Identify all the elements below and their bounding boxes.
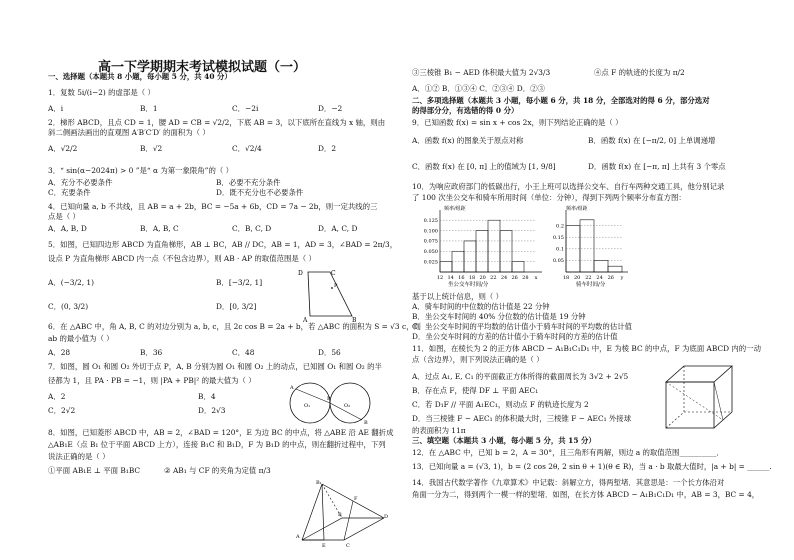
q7-label-o1: O₁ xyxy=(304,403,311,409)
q5-trapezoid-figure xyxy=(296,266,358,324)
q8-statement-4: ④点 F 的轨迹的长度为 π/2 xyxy=(594,68,685,77)
hist1-x-tick: 14 xyxy=(447,275,454,281)
page-title: 高一下学期期末考试模拟试题（一） xyxy=(98,60,307,75)
q3-option-a: A．充分不必要条件 xyxy=(48,178,113,187)
section-2-heading-2: 的得部分分，有选错的得 0 分） xyxy=(412,106,519,115)
hist2-x-tick: y xyxy=(620,275,624,281)
q1-option-b: B．1 xyxy=(140,104,158,113)
q11-text-2: 点（含边界），则下列说法正确的是（ ） xyxy=(412,355,544,364)
q8-label-d: D xyxy=(384,514,389,520)
q11-cube-figure xyxy=(660,362,742,432)
q11-option-d-1: D．当三棱锥 F − AEC₁ 的体积最大时，三棱锥 F − AEC₁ 外接球 xyxy=(412,414,632,423)
q7-circles-figure xyxy=(280,380,394,426)
q10-option-b: B．坐公交车时间的 40% 分位数的估计值是 19 分钟 xyxy=(412,312,586,321)
q4-option-c: C．B, C, D xyxy=(232,224,272,233)
q1-option-a: A．i xyxy=(48,104,64,113)
q7-option-d: D．2√3 xyxy=(198,406,226,415)
hist1-y-tick: 0.075 xyxy=(423,238,438,245)
q8-label-f: F xyxy=(354,496,358,502)
q11-option-d-2: 的表面积为 11π xyxy=(412,426,466,435)
bus-time-histogram xyxy=(414,202,546,288)
q8-label-c: C xyxy=(346,543,350,549)
hist1-x-tick: 16 xyxy=(458,275,465,281)
hist1-x-tick: 24 xyxy=(500,275,508,281)
hist1-x-tick: 26 xyxy=(511,275,518,281)
hist2-ylabel: 频率/组距 xyxy=(566,206,588,212)
q4-option-d: D．A, C, D xyxy=(318,224,358,233)
q3-option-b: B．必要不充分条件 xyxy=(216,178,281,187)
q8-statement-2: ② AB₁ 与 CF 的夹角为定值 π/3 xyxy=(164,466,271,475)
q1-option-c: C．−2i xyxy=(232,104,259,113)
q7-text-1: 7．如图，圆 O₁ 和圆 O₂ 外切于点 P，A, B 分别为圆 O₁ 和圆 O₂ 上的动点，已知圆 O₁ 和圆 O₂ 的半 xyxy=(48,362,382,371)
hist2-y-tick: 0.2 xyxy=(556,223,564,230)
q3-option-c: C．充要条件 xyxy=(48,188,91,197)
q5-text-2: 设点 P 为直角梯形 ABCD 内一点（不包含边界），则 AB · AP 的取值范围是（ ） xyxy=(48,254,316,263)
hist1-bar xyxy=(464,241,476,272)
section-1-heading: 一、选择题（本题共 8 小题，每小题 5 分，共 40 分） xyxy=(48,72,232,81)
q8-options: A．①② B．①③④ C．②③④ D．②③ xyxy=(412,84,545,93)
q4-text-2: 点是（ ） xyxy=(48,212,80,221)
q10-option-c: C．坐公交车时间的平均数的估计值小于骑车时间的平均数的估计值 xyxy=(412,322,632,331)
q10-text-3: 基于以上统计信息，则（ ） xyxy=(412,292,504,301)
q5-label-b: B xyxy=(352,317,357,324)
q2-option-c: C．√2/4 xyxy=(232,144,262,153)
q9-option-a: A．函数 f(x) 的图象关于原点对称 xyxy=(412,136,524,145)
q8-label-b1: B₁ xyxy=(316,480,322,486)
q8-label-b: B xyxy=(338,512,342,518)
q7-label-b: B xyxy=(364,420,368,426)
q6-option-c: C．48 xyxy=(232,348,255,357)
hist1-x-tick: 20 xyxy=(479,275,486,281)
hist1-bar xyxy=(440,262,452,272)
hist1-x-tick: 28 xyxy=(522,275,529,281)
q4-text-1: 4．已知向量 a, b 不共线，且 AB = a + 2b，BC = −5a + 6b，CD = 7a − 2b，则一定共线的三 xyxy=(48,202,378,211)
bike-time-histogram xyxy=(552,202,630,288)
q4-option-a: A．A, B, D xyxy=(48,224,87,233)
q8-statement-3: ③三棱锥 B₁ − AED 体积最大值为 2√3/3 xyxy=(412,68,551,77)
q7-option-a: A．2 xyxy=(48,392,66,401)
q10-text-2: 了 100 次坐公交车和骑车所用时间（单位：分钟），得到下列两个频率分布直方图： xyxy=(412,193,686,202)
q9-option-b: B．函数 f(x) 在 [−π/2, 0] 上单调递增 xyxy=(588,136,716,145)
q7-label-p: P xyxy=(327,396,331,402)
hist2-y-tick: 0.1 xyxy=(556,246,564,253)
hist2-x-tick: 18 xyxy=(562,275,570,281)
hist1-bar xyxy=(512,262,524,272)
q7-option-b: B．4 xyxy=(198,392,216,401)
q2-option-b: B．√2 xyxy=(140,144,163,153)
hist1-y-tick: 0.025 xyxy=(423,259,438,266)
q2-text-1: 2．梯形 ABCD，且点 CD = 1，腰 AD = CB = √2/2，下底 AB = 3，以下底所在直线为 x 轴，则由 xyxy=(48,118,386,127)
hist2-x-tick: 22 xyxy=(585,275,592,281)
hist1-y-tick: 0.050 xyxy=(423,249,438,256)
q1-text: 1．复数 5i/(i−2) 的虚部是（ ） xyxy=(48,88,155,97)
q8-text-3: 说法正确的是（ ） xyxy=(48,452,110,461)
q8-label-e: E xyxy=(322,543,326,549)
q6-option-a: A．28 xyxy=(48,348,71,357)
hist2-title: 骑车时间/分 xyxy=(576,282,606,288)
hist1-x-tick: 18 xyxy=(468,275,476,281)
q2-text-2: 斜二侧画法画出的直观图 A′B′C′D′ 的面积为（ ） xyxy=(48,128,210,137)
q9-text: 9．已知函数 f(x) = sin x + cos 2x，则下列结论正确的是（ ） xyxy=(412,118,623,127)
q2-option-d: D．2 xyxy=(318,144,337,153)
q11-option-b: B．存在点 F，使得 DF ⊥ 平面 AEC₁ xyxy=(412,386,539,395)
hist1-x-tick: x xyxy=(534,275,538,281)
section-3-heading: 三、填空题（本题共 3 小题，每小题 5 分，共 15 分） xyxy=(412,436,596,445)
q7-label-a: A xyxy=(290,385,294,391)
q5-option-b: B．[−3/2, 1] xyxy=(216,278,263,287)
q9-option-d: D．函数 f(x) 在 [−π, π] 上共有 3 个零点 xyxy=(588,162,726,171)
q5-option-d: D．[0, 3/2] xyxy=(216,302,257,311)
q3-option-d: D．既不充分也不必要条件 xyxy=(216,188,304,197)
q11-option-c: C．若 D₁F // 平面 A₁EC₁，则动点 F 的轨迹长度为 2 xyxy=(412,400,589,409)
q12-text: 12．在 △ABC 中，已知 b = 2，A = 30°，且三角形有两解，则边 a 的取值范围__________． xyxy=(412,448,724,457)
q10-text-1: 10．为响应政府部门的低碳出行，小王上班可以选择公交车、自行车两种交通工具，他分别记录 xyxy=(412,182,725,191)
hist2-bar xyxy=(580,220,594,272)
q14-text-1: 14．我国古代数学著作《九章算术》中记载：斜解立方，得两堑堵．其意思是：一个长方体沿对 xyxy=(412,478,725,487)
hist2-bar xyxy=(608,266,622,272)
q7-text-2: 径都为 1，且 PA · PB = −1，则 |PA + PB|² 的最大值为（ ） xyxy=(48,376,256,385)
hist1-bar xyxy=(488,220,500,272)
hist2-x-tick: 20 xyxy=(574,275,581,281)
q5-label-p: P xyxy=(334,283,338,289)
hist1-ylabel: 频率/组距 xyxy=(444,206,466,212)
q1-option-d: D．−2 xyxy=(318,104,343,113)
hist1-y-tick: 0.100 xyxy=(423,228,438,235)
q3-text: 3．“ sin(α−2024π) > 0 ”是“ α 为第一象限角”的（ ） xyxy=(48,166,233,175)
hist2-x-tick: 24 xyxy=(596,275,603,281)
q9-option-c: C．函数 f(x) 在 [0, π] 上的值域为 [1, 9/8] xyxy=(412,162,556,171)
q5-label-c: C xyxy=(331,270,336,277)
q8-text-1: 8．如图，已知菱形 ABCD 中，AB = 2，∠BAD = 120°，E 为边 BC 的中点，将 △ABE 沿 AE 翻折成 xyxy=(48,428,394,437)
q8-statement-1: ①平面 AB₁E ⊥ 平面 B₁BC xyxy=(48,466,141,475)
q11-option-a: A．过点 A₁, E, C₁ 的平面截正方体所得的截面周长为 3√2 + 2√5 xyxy=(412,372,629,381)
q11-text-1: 11．如图，在棱长为 2 的正方体 ABCD − A₁B₁C₁D₁ 中，E 为棱 BC 的中点，F 为底面 ABCD 内的一动 xyxy=(412,344,761,353)
q6-text-2: ab 的最小值为（ ） xyxy=(48,334,114,343)
q5-label-d: D xyxy=(298,270,303,277)
hist2-y-tick: 0.15 xyxy=(552,235,564,241)
q8-label-a: A xyxy=(296,534,300,540)
q2-option-a: A．√2/2 xyxy=(48,144,78,153)
q10-option-d: D．坐公交车时间的方差的估计值小于骑车时间的方差的估计值 xyxy=(412,332,618,341)
hist1-x-tick: 12 xyxy=(436,275,444,281)
q6-text-1: 6．在 △ABC 中，角 A, B, C 的对边分别为 a, b, c，且 2c cos B = 2a + b，若 △ABC 的面积为 S = √3 c，则 xyxy=(48,322,421,331)
hist2-bar xyxy=(594,260,608,272)
q4-option-b: B．A, B, C xyxy=(140,224,179,233)
q8-text-2: △AB₁E（点 B₁ 位于平面 ABCD 上方），连接 B₁C 和 B₁D，F 为 B₁D 的中点，则在翻折过程中，下列 xyxy=(48,440,386,449)
q7-label-o2: O₂ xyxy=(344,403,351,409)
q5-option-c: C．(0, 3/2) xyxy=(48,302,89,311)
section-2-heading: 二、多项选择题（本题共 3 小题，每小题 6 分，共 18 分，全部选对的得 6 分，部分选对 xyxy=(412,96,710,105)
q5-text-1: 5．如图，已知四边形 ABCD 为直角梯形，AB ⊥ BC，AB // DC，AB = 1，AD = 3，∠BAD = 2π/3， xyxy=(48,240,398,249)
q13-text: 13．已知向量 a = (√3, 1)，b = (2 cos 2θ, 2 sin θ + 1)(θ ∈ R)，当 a · b 取最大值时，|a + b| = ______. xyxy=(412,462,772,471)
q5-option-a: A．(−3/2, 1) xyxy=(48,278,94,287)
hist2-y-tick: 0.05 xyxy=(552,258,564,265)
q7-option-c: C．2√2 xyxy=(48,406,76,415)
hist1-title: 坐公交车时间/分 xyxy=(448,282,489,288)
q6-option-b: B．36 xyxy=(140,348,163,357)
q14-text-2: 角面一分为二，得到两个一模一样的堑堵．如图，在长方体 ABCD − A₁B₁C₁D₁ 中，AB = 3，BC = 4， xyxy=(412,490,760,499)
hist1-y-tick: 0.125 xyxy=(423,218,438,225)
q5-label-a: A xyxy=(303,317,308,324)
q8-rhombus-figure xyxy=(294,478,394,550)
hist2-x-tick: 26 xyxy=(607,275,614,281)
q10-option-a: A．骑车时间的中位数的估计值是 22 分钟 xyxy=(412,302,550,311)
q6-option-d: D．56 xyxy=(318,348,341,357)
hist1-x-tick: 22 xyxy=(490,275,497,281)
